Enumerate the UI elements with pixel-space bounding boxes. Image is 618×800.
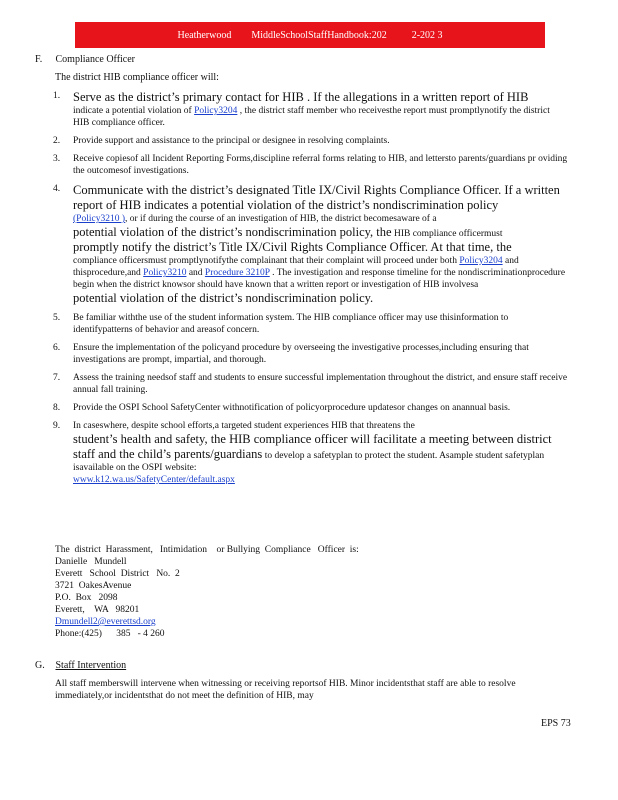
item-text: . The investigation and response timeline for the nondiscriminationprocedure begin when the district knowsor should have known that a written report or investigation of HIB involvesa: [73, 268, 566, 290]
item-number: 8.: [53, 403, 61, 413]
page-number: EPS 73: [541, 718, 571, 729]
item-number: 3.: [53, 154, 61, 164]
item-number: 9.: [53, 421, 61, 431]
compliance-officer-contact: [55, 544, 359, 640]
item-text: and: [186, 268, 205, 278]
policy-link[interactable]: Policy3204: [194, 106, 238, 116]
list-item: [38, 90, 568, 129]
procedure-link[interactable]: Procedure 3210P: [204, 268, 270, 278]
item-text: Receive copiesof all Incident Reporting Forms,discipline referral forms relating to HIB, and lettersto parents/guardians pr oviding the outcomesof investigations.: [73, 154, 568, 176]
item-text: Be familiar withthe use of the student information system. The HIB compliance officer may use thisinformation to identifypatterns of behavior and areasof concern.: [73, 313, 509, 335]
item-lead: student’s health and safety, the HIB compliance officer will facilitate a meeting between district staff and the child’s parents/guardians: [73, 432, 552, 461]
section-f-heading: [35, 54, 135, 65]
section-g-text: All staff memberswill intervene when witnessing or receiving reportsof HIB. Minor incidentsthat staff are able to resolve immediately,or incidentsthat do not meet the definition of HIB, may: [55, 679, 516, 701]
policy-link[interactable]: Policy3204: [459, 256, 503, 266]
item-number: 5.: [53, 313, 61, 323]
list-item: [38, 420, 568, 486]
contact-org: Everett School District No. 2: [55, 569, 180, 579]
list-item: [38, 135, 568, 147]
policy-link[interactable]: (Policy3210 ): [73, 214, 125, 224]
item-text: Provide the OSPI School SafetyCenter withnotification of policyorprocedure updatesor changes on anannual basis.: [73, 403, 511, 413]
item-number: 4.: [53, 184, 61, 194]
contact-intro: The district Harassment, Intimidation or Bullying Compliance Officer is:: [55, 545, 359, 555]
section-f-intro: The district HIB compliance officer will:: [55, 72, 219, 83]
item-text: In caseswhere, despite school efforts,a targeted student experiences HIB that threatens the: [73, 421, 415, 431]
section-g-title: Staff Intervention: [55, 660, 127, 671]
item-number: 1.: [53, 91, 61, 101]
item-text: Assess the training needsof staff and students to ensure successful implementation throughout the district, and ensure staff receive annual fall training.: [73, 373, 568, 395]
header-title: Heatherwood MiddleSchoolStaffHandbook:202 2-202 3: [177, 29, 443, 41]
contact-po-box: P.O. Box 2098: [55, 593, 118, 603]
item-lead: Communicate with the district’s designated Title IX/Civil Rights Compliance Officer. If a written report of HIB indicates a potential violation of the district’s nondiscrimination policy: [73, 183, 560, 212]
section-g-heading: [35, 660, 126, 671]
section-f-letter: F.: [35, 54, 43, 65]
item-text: Ensure the implementation of the policyand procedure by overseeing the investigative processes,including ensuring that investigations are prompt, impartial, and thorough.: [73, 343, 529, 365]
contact-email-link[interactable]: Dmundell2@everettsd.org: [55, 617, 156, 627]
ospi-website-link[interactable]: www.k12.wa.us/SafetyCenter/default.aspx: [73, 475, 235, 485]
item-lead: potential violation of the district’s nondiscrimination policy.: [73, 291, 374, 305]
section-g-letter: G.: [35, 660, 45, 671]
item-text: indicate a potential violation of: [73, 106, 195, 116]
item-text: HIB compliance officermust: [391, 229, 503, 239]
item-text: , or if during the course of an investigation of HIB, the district becomesaware of a: [124, 214, 437, 224]
item-number: 7.: [53, 373, 61, 383]
item-text: to develop a safetyplan to protect the student. Asample student safetyplan isavailable on the OSPI website:: [73, 451, 545, 473]
list-item: [38, 402, 568, 414]
contact-city: Everett, WA 98201: [55, 605, 140, 615]
header-banner: [75, 22, 545, 48]
contact-phone: Phone:(425) 385 - 4 260: [55, 629, 165, 639]
list-item: [38, 372, 568, 396]
responsibilities-list: [38, 90, 568, 492]
item-text: Provide support and assistance to the principal or designee in resolving complaints.: [73, 136, 390, 146]
policy-link[interactable]: Policy3210: [143, 268, 187, 278]
item-number: 6.: [53, 343, 61, 353]
item-text: and thisprocedure,and: [73, 256, 519, 278]
item-lead: potential violation of the district’s nondiscrimination policy, the: [73, 225, 392, 239]
item-lead: promptly notify the district’s Title IX/Civil Rights Compliance Officer. At that time, the: [73, 240, 512, 254]
item-text: , the district staff member who receivesthe report must promptlynotify the district HIB compliance officer.: [73, 106, 550, 128]
list-item: [38, 312, 568, 336]
list-item: [38, 183, 568, 306]
list-item: [38, 342, 568, 366]
list-item: [38, 153, 568, 177]
section-f-title: Compliance Officer: [55, 54, 136, 65]
contact-street: 3721 OakesAvenue: [55, 581, 132, 591]
item-text: compliance officersmust promptlynotifythe complainant that their complaint will proceed under both: [73, 256, 460, 266]
item-lead: Serve as the district’s primary contact for HIB . If the allegations in a written report of HIB: [73, 90, 529, 104]
item-number: 2.: [53, 136, 61, 146]
contact-name: Danielle Mundell: [55, 557, 127, 567]
